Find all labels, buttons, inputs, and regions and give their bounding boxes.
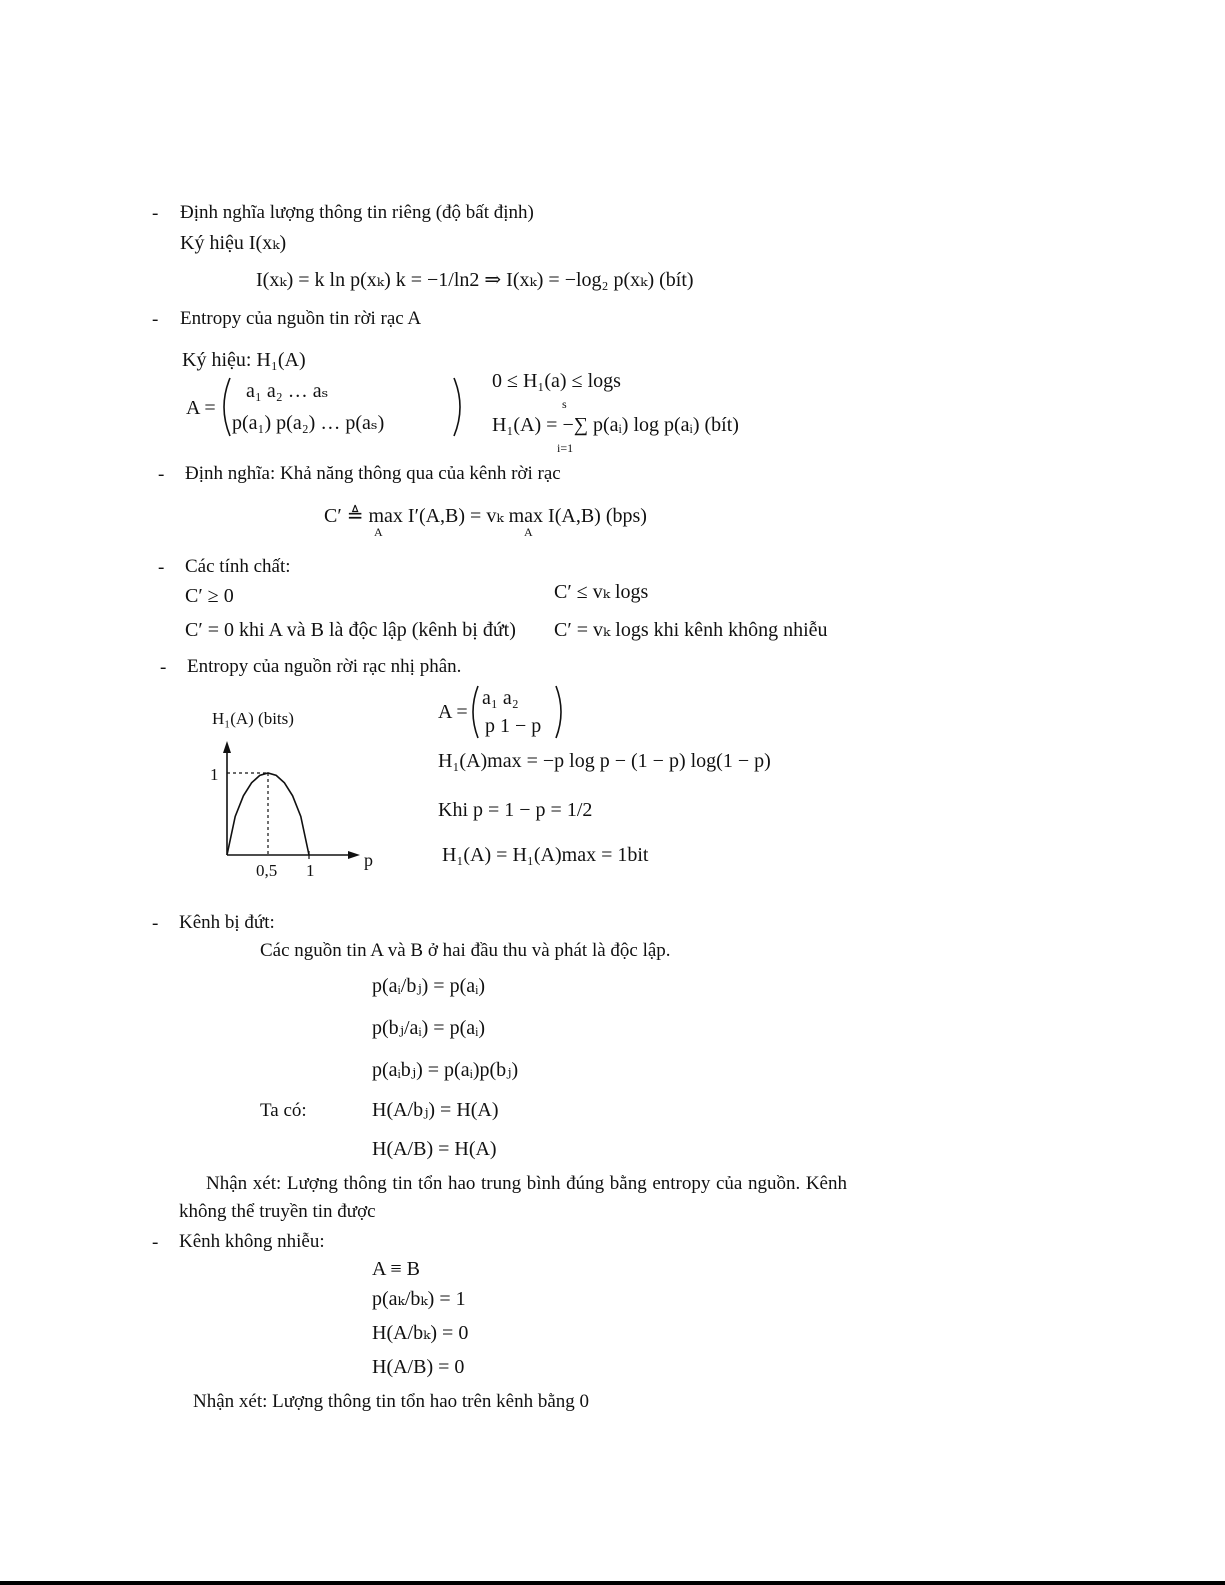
bottom-rule bbox=[0, 1581, 1225, 1585]
s7-e2: p(aₖ/bₖ) = 1 bbox=[372, 1288, 466, 1310]
chart-x-tick-one: 1 bbox=[306, 861, 315, 880]
s5-title: Entropy của nguồn rời rạc nhị phân. bbox=[187, 656, 462, 677]
s4-p3: C′ = 0 khi A và B là độc lập (kênh bị đứt) bbox=[185, 619, 516, 641]
chart-x-tick-half: 0,5 bbox=[256, 861, 278, 880]
s4-title: Các tính chất: bbox=[185, 556, 291, 577]
s3-title: Định nghĩa: Khả năng thông qua của kênh rời rạc bbox=[185, 463, 561, 484]
s7-remark: Nhận xét: Lượng thông tin tổn hao trên kênh bằng 0 bbox=[193, 1391, 590, 1412]
s3-sub-a2: A bbox=[524, 525, 533, 539]
s2-title: Entropy của nguồn tin rời rạc A bbox=[180, 308, 422, 329]
s4-p4: C′ = vₖ logs khi kênh không nhiễu bbox=[554, 619, 828, 641]
bullet-dash: - bbox=[152, 309, 159, 330]
s2-matrix-row2: p(a₁) p(a₂) … p(aₛ) bbox=[232, 412, 385, 434]
s5-matrix-row2: p 1 − p bbox=[485, 715, 542, 737]
s6-e5: H(A/B) = H(A) bbox=[372, 1138, 497, 1160]
s1-title: Định nghĩa lượng thông tin riêng (độ bất định) bbox=[180, 202, 534, 223]
s2-entropy: H₁(A) = −∑ p(aᵢ) log p(aᵢ) (bít) bbox=[492, 414, 739, 436]
s6-taco: Ta có: bbox=[260, 1100, 307, 1121]
s6-remark: Nhận xét: Lượng thông tin tổn hao trung bình đúng bằng entropy của nguồn. Kênh không thể truyền tin được bbox=[179, 1173, 847, 1222]
s6-e1: p(aᵢ/bⱼ) = p(aᵢ) bbox=[372, 975, 486, 997]
s1-formula: I(xₖ) = k ln p(xₖ) k = −1/ln2 ⇒ I(xₖ) = −log₂ p(xₖ) (bít) bbox=[256, 269, 694, 291]
s6-title: Kênh bị đứt: bbox=[179, 912, 275, 933]
s6-intro: Các nguồn tin A và B ở hai đầu thu và phát là độc lập. bbox=[260, 940, 671, 961]
chart-y-label: H₁(A) (bits) bbox=[212, 709, 294, 728]
s2-matrix-lhs: A = bbox=[186, 397, 216, 419]
s1-symbol: Ký hiệu I(xₖ) bbox=[180, 232, 287, 254]
s2-bound: 0 ≤ H₁(a) ≤ logs bbox=[492, 370, 621, 392]
s5-matrix-row1: a₁ a₂ bbox=[482, 687, 519, 709]
s5-hmax: H₁(A)max = −p log p − (1 − p) log(1 − p) bbox=[438, 750, 771, 772]
s2-matrix-row1: a₁ a₂ … aₛ bbox=[246, 380, 329, 402]
bullet-dash: - bbox=[152, 1232, 159, 1253]
s6-e4: H(A/bⱼ) = H(A) bbox=[372, 1099, 499, 1121]
s2-symbol: Ký hiệu: H₁(A) bbox=[182, 349, 306, 371]
s7-title: Kênh không nhiễu: bbox=[179, 1231, 325, 1252]
s2-sum-upper: s bbox=[562, 397, 567, 411]
s5-result: H₁(A) = H₁(A)max = 1bit bbox=[442, 844, 649, 866]
chart-x-label: p bbox=[364, 850, 373, 870]
s4-p1: C′ ≥ 0 bbox=[185, 585, 234, 607]
bullet-dash: - bbox=[160, 657, 167, 678]
s3-sub-a1: A bbox=[374, 525, 383, 539]
bullet-dash: - bbox=[158, 464, 165, 485]
s7-e1: A ≡ B bbox=[372, 1258, 420, 1280]
s6-e3: p(aᵢbⱼ) = p(aᵢ)p(bⱼ) bbox=[372, 1059, 519, 1081]
s7-e4: H(A/B) = 0 bbox=[372, 1356, 465, 1378]
chart-y-tick: 1 bbox=[210, 765, 219, 784]
y-axis-arrow bbox=[223, 741, 231, 753]
s2-sum-lower: i=1 bbox=[557, 441, 574, 455]
x-axis-arrow bbox=[348, 851, 360, 859]
bullet-dash: - bbox=[152, 203, 159, 224]
s6-e2: p(bⱼ/aᵢ) = p(aᵢ) bbox=[372, 1017, 486, 1039]
bullet-dash: - bbox=[152, 913, 159, 934]
s7-e3: H(A/bₖ) = 0 bbox=[372, 1322, 469, 1344]
s3-formula: C′ ≜ max I′(A,B) = vₖ max I(A,B) (bps) bbox=[324, 505, 647, 527]
bullet-dash: - bbox=[158, 557, 165, 578]
s5-when: Khi p = 1 − p = 1/2 bbox=[438, 799, 593, 821]
s4-p2: C′ ≤ vₖ logs bbox=[554, 581, 649, 603]
s5-matrix-lhs: A = bbox=[438, 701, 468, 723]
